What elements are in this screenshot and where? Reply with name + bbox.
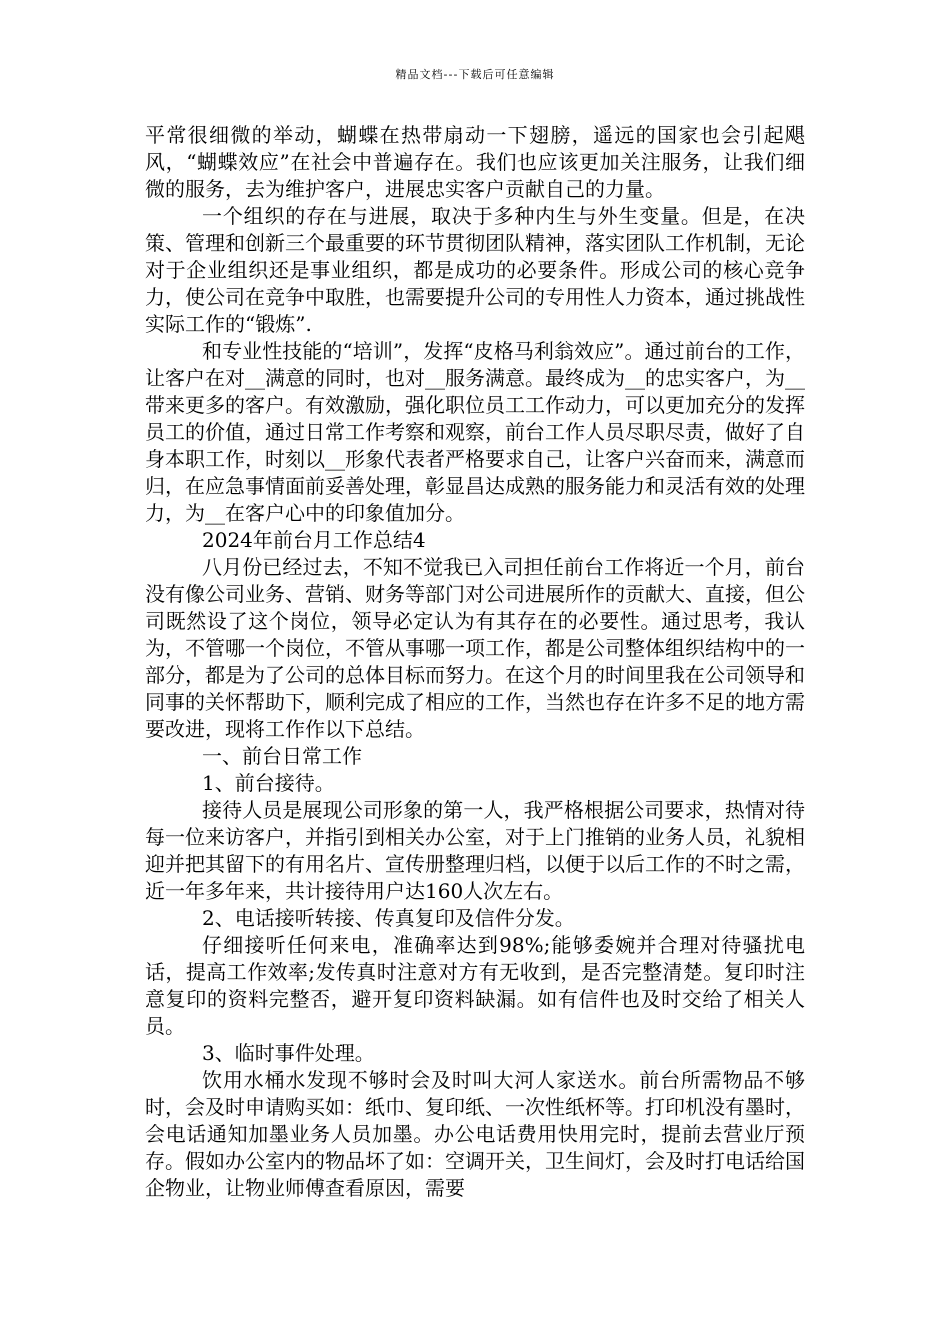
paragraph-3: 和专业性技能的“培训”，发挥“皮格马利翁效应”。通过前台的工作，让客户在对__满意的同时，也对__服务满意。最终成为__的忠实客户，为__带来更多的客户。有效激励，强化职位员工工作动力，可以更加充分的发挥员工的价值，通过日常工作考察和观察，前台工作人员尽职尽责，做好了自身本职工作，时刻以__形象代表者严格要求自己，让客户兴奋而来，满意而归，在应急事情面前妥善处理，彰显昌达成熟的服务能力和灵活有效的处理力，为__在客户心中的印象值加分。 <box>145 339 805 525</box>
document-header: 精品文档---下载后可任意编辑 <box>395 68 555 81</box>
paragraph-1: 平常很细微的举动，蝴蝶在热带扇动一下翅膀，遥远的国家也会引起飓风，“蝴蝶效应”在社会中普遍存在。我们也应该更加关注服务，让我们细微的服务，去为维护客户，进展忠实客户贡献自己的力量。 <box>145 123 805 201</box>
paragraph-2: 一个组织的存在与进展，取决于多种内生与外生变量。但是，在决策、管理和创新三个最重要的环节贯彻团队精神，落实团队工作机制，无论对于企业组织还是事业组织，都是成功的必要条件。形成公司的核心竞争力，使公司在竞争中取胜，也需要提升公司的专用性人力资本，通过挑战性实际工作的“锻炼”. <box>145 204 805 336</box>
subheading-reception: 1、前台接待。 <box>202 771 335 795</box>
paragraph-incidents: 饮用水桶水发现不够时会及时叫大河人家送水。前台所需物品不够时，会及时申请购买如：纸巾、复印纸、一次性纸杯等。打印机没有墨时，会电话通知加墨业务人员加墨。办公电话费用快用完时，提前去营业厅预存。假如办公室内的物品坏了如：空调开关，卫生间灯，会及时打电话给国企物业，让物业师傅查看原因，需要 <box>145 1068 805 1200</box>
subheading-incidents: 3、临时事件处理。 <box>202 1041 375 1065</box>
paragraph-phone-fax: 仔细接听任何来电，准确率达到98%;能够委婉并合理对待骚扰电话，提高工作效率;发传真时注意对方有无收到，是否完整清楚。复印时注意复印的资料完整否，避开复印资料缺漏。如有信件也及时交给了相关人员。 <box>145 933 805 1038</box>
heading-daily-work: 一、前台日常工作 <box>202 744 362 768</box>
section-title: 2024年前台月工作总结4 <box>202 528 426 552</box>
document-body <box>145 122 805 1202</box>
paragraph-4: 八月份已经过去，不知不觉我已入司担任前台工作将近一个月，前台没有像公司业务、营销、财务等部门对公司进展所作的贡献大、直接，但公司既然设了这个岗位，领导必定认为有其存在的必要性。通过思考，我认为，不管哪一个岗位，不管从事哪一项工作，都是公司整体组织结构中的一部分，都是为了公司的总体目标而努力。在这个月的时间里我在公司领导和同事的关怀帮助下，顺利完成了相应的工作，当然也存在许多不足的地方需要改进，现将工作作以下总结。 <box>145 555 805 741</box>
subheading-phone-fax: 2、电话接听转接、传真复印及信件分发。 <box>202 906 575 930</box>
paragraph-reception: 接待人员是展现公司形象的第一人，我严格根据公司要求，热情对待每一位来访客户，并指引到相关办公室，对于上门推销的业务人员，礼貌相迎并把其留下的有用名片、宣传册整理归档，以便于以后工作的不时之需，近一年多年来，共计接待用户达160人次左右。 <box>145 798 805 903</box>
